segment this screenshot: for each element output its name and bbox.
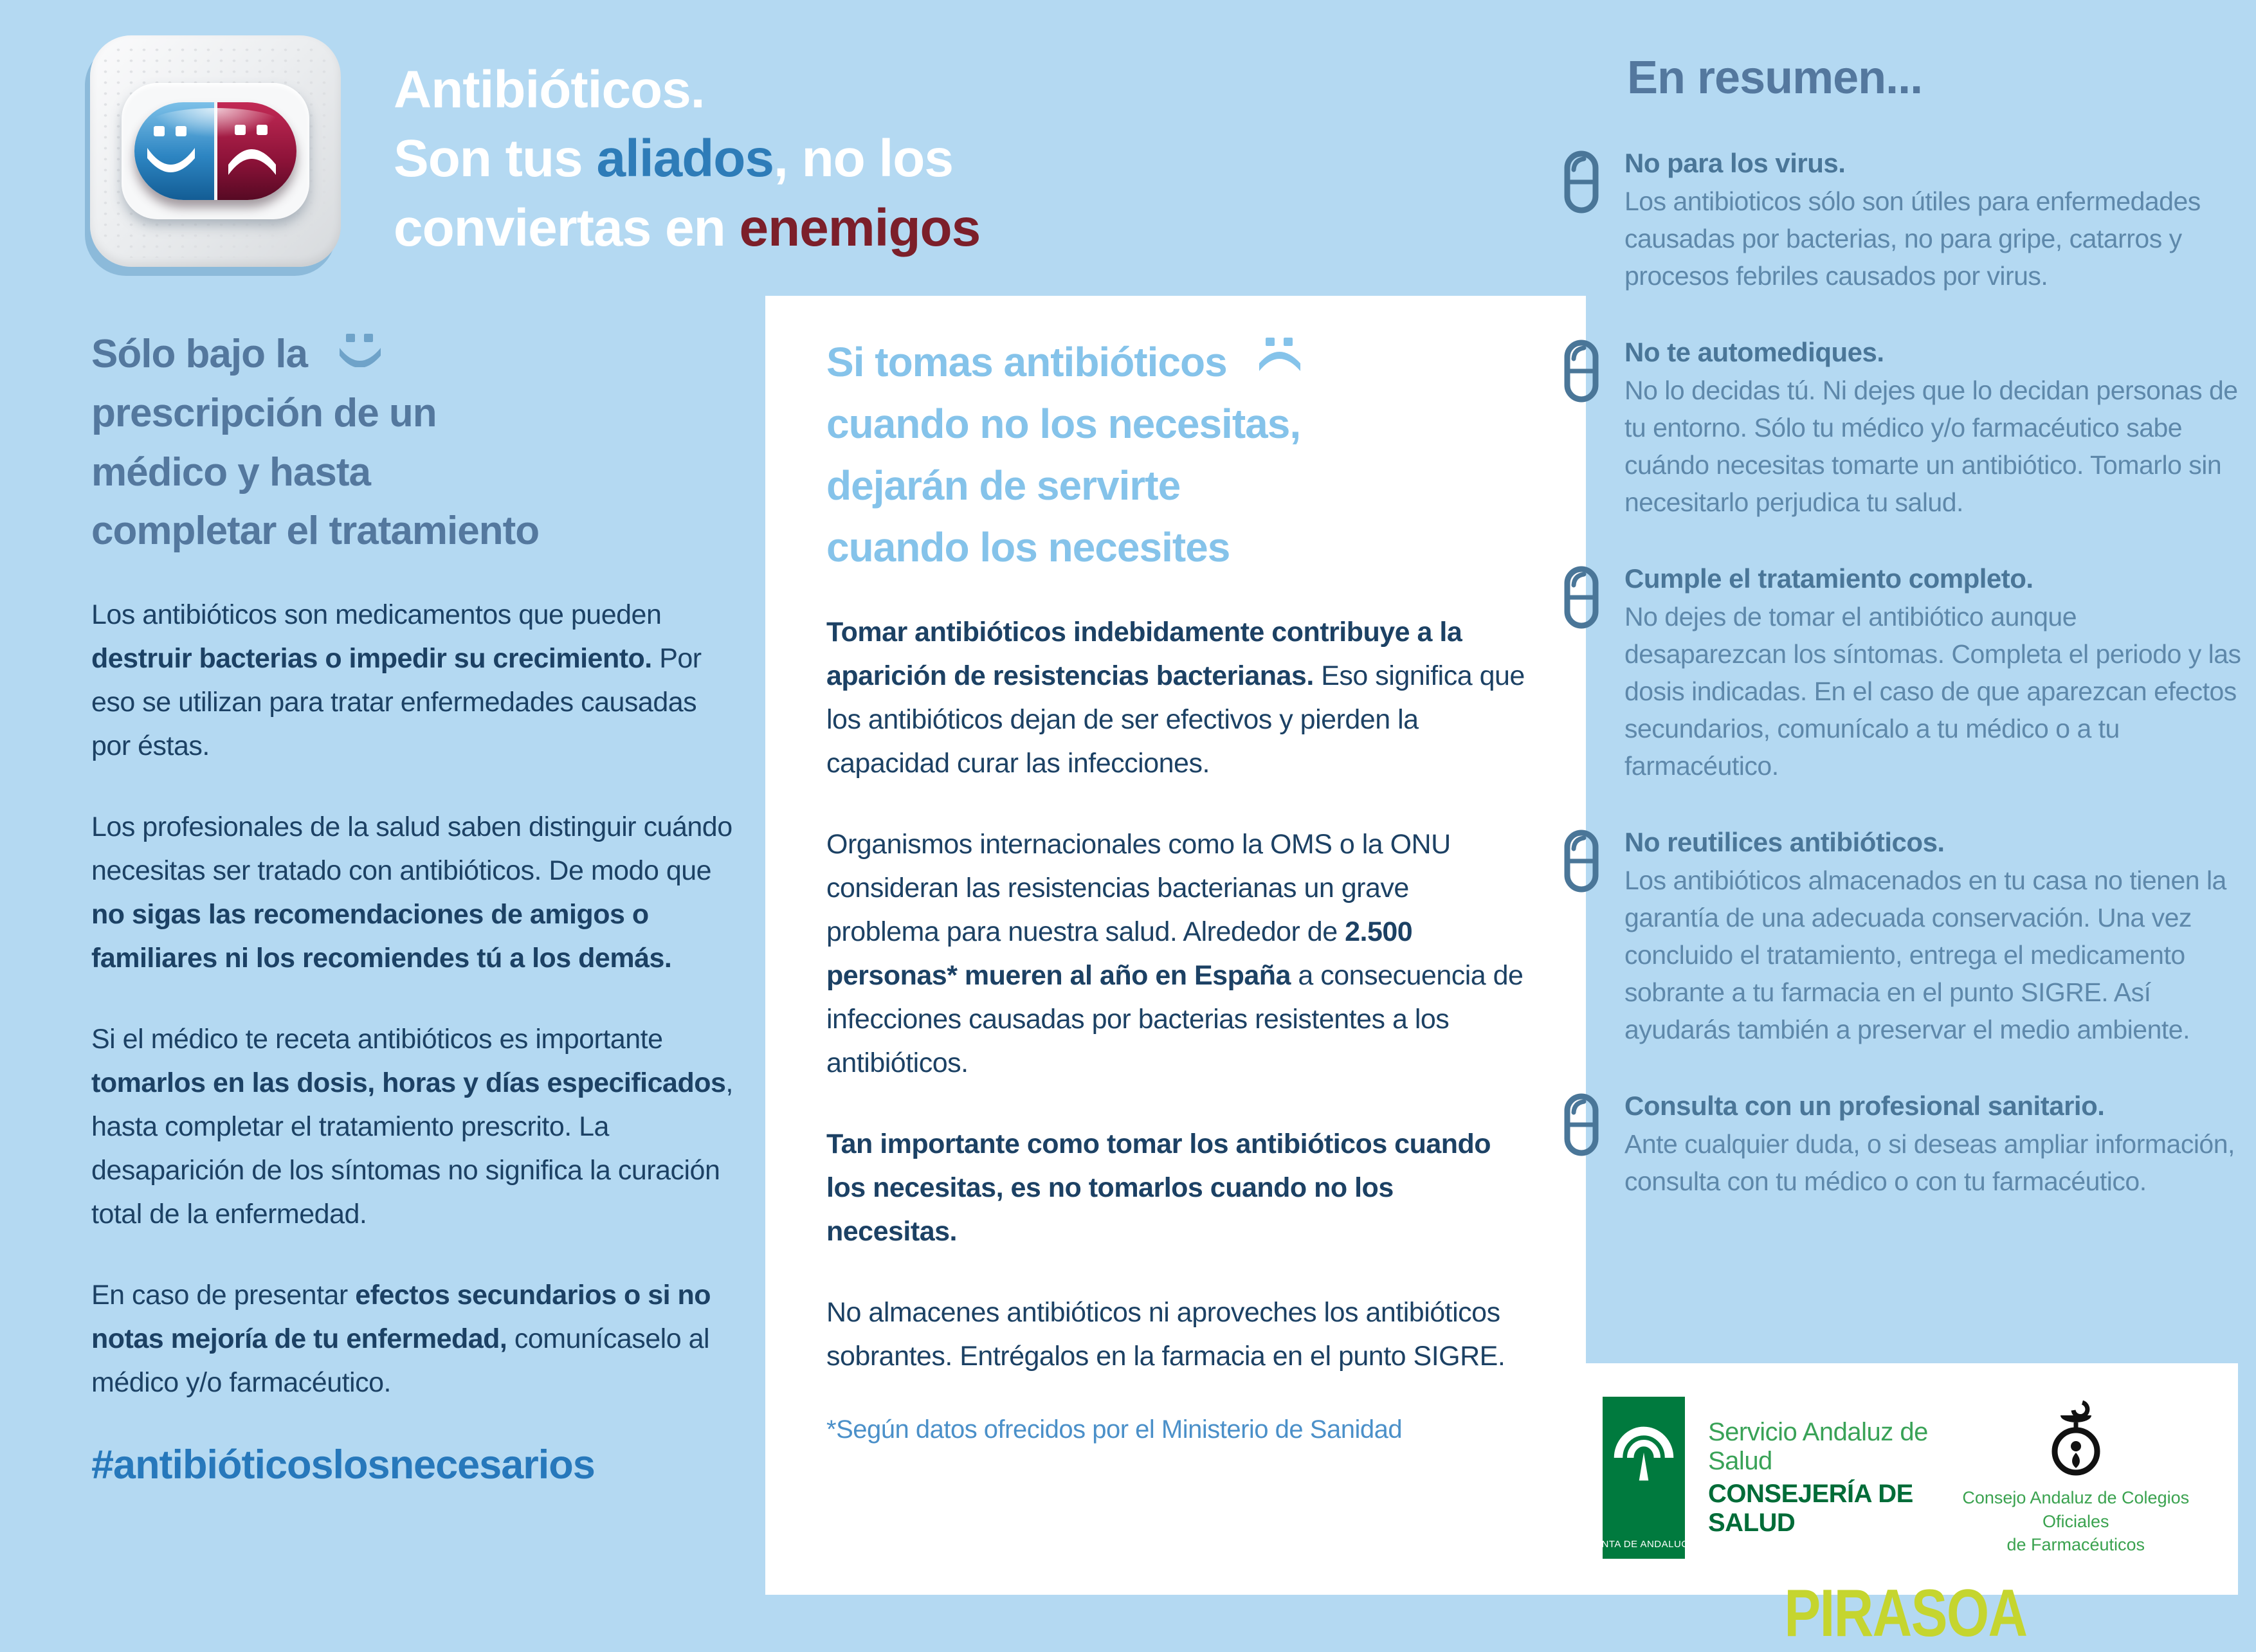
left-paragraph-3: Si el médico te receta antibióticos es importante tomarlos en las dosis, horas y días especificados, hasta completar el tratamiento prescrito. La desaparición de los síntomas no significa la curación total de la enfermedad. <box>91 1024 733 1230</box>
sas-text-block <box>1708 1418 1948 1538</box>
colegios-line-2: de Farmacéuticos <box>2006 1535 2145 1555</box>
junta-de-andalucia-logo <box>1589 1397 1698 1559</box>
summary-item-reutilizacion <box>1564 827 2243 1048</box>
capsule-outline-icon <box>1564 830 1599 893</box>
summary-item-title: No te automediques. <box>1624 337 1884 367</box>
title-text: conviertas en <box>394 198 740 257</box>
junta-de-andalucia-group <box>1589 1397 1948 1559</box>
summary-item-text <box>1624 148 2243 295</box>
middle-paragraph-1: Tomar antibióticos indebidamente contribuye a la aparición de resistencias bacterianas. Eso significa que los antibióticos dejan de ser efectivos y pierden la capacidad curar las infecciones. <box>826 617 1525 779</box>
summary-column <box>1564 51 2243 1242</box>
pirasoa-logo <box>1603 1575 2208 1652</box>
hashtag: #antibióticoslosnecesarios <box>91 1442 595 1487</box>
bowl-of-hygieia-icon <box>2045 1399 2107 1477</box>
summary-item-text <box>1624 827 2243 1048</box>
capsule-gloss <box>150 108 280 138</box>
pirasoa-text: PIRASOA <box>1784 1576 2027 1651</box>
servicio-andaluz-label: Servicio Andaluz de Salud <box>1708 1418 1928 1475</box>
summary-item-body: Los antibioticos sólo son útiles para enfermedades causadas por bacterias, no para gripe, catarros y procesos febriles causados por virus. <box>1624 186 2201 291</box>
middle-heading-line-4: cuando los necesites <box>826 524 1230 570</box>
summary-item-body: No dejes de tomar el antibiótico aunque desaparezcan los síntomas. Completa el periodo y las dosis indicadas. En el caso de que aparezcan efectos secundarios, comunícalo a tu médico o a tu farmacéutico. <box>1624 602 2241 781</box>
summary-item-virus <box>1564 148 2243 295</box>
capsule-outline-icon <box>1564 1093 1599 1156</box>
happy-sad-capsule <box>134 102 296 200</box>
middle-paragraph-2: Organismos internacionales como la OMS o la ONU consideran las resistencias bacterianas un grave problema para nuestra salud. Alrededor de 2.500 personas* mueren al año en España a consecuencia de infecciones causadas por bacterias resistentes a los antibióticos. <box>826 829 1524 1078</box>
footnote: *Según datos ofrecidos por el Ministerio de Sanidad <box>826 1415 1403 1444</box>
middle-paragraph-3: Tan importante como tomar los antibióticos cuando los necesitas, es no tomarlos cuando no los necesitas. <box>826 1129 1491 1247</box>
logo-row <box>1589 1397 2208 1559</box>
left-paragraph-2: Los profesionales de la salud saben distinguir cuándo necesitas ser tratado con antibióticos. De modo que no sigas las recomendaciones de amigos o familiares ni los recomiendes tú a los demás. <box>91 812 732 974</box>
sad-face-icon <box>1255 338 1304 374</box>
left-paragraph-4: En caso de presentar efectos secundarios o si no notas mejoría de tu enfermedad, comunícaselo al médico y/o farmacéutico. <box>91 1280 711 1398</box>
consejeria-salud-label: CONSEJERÍA DE SALUD <box>1708 1480 1913 1537</box>
title-accent-aliados: aliados <box>596 129 774 188</box>
middle-heading <box>826 331 1525 578</box>
summary-item-text <box>1624 337 2243 521</box>
junta-arch-icon <box>1610 1413 1677 1484</box>
capsule-outline-icon <box>1564 340 1599 403</box>
summary-item-automedicacion <box>1564 337 2243 521</box>
summary-item-body: Ante cualquier duda, o si deseas ampliar información, consulta con tu médico o con tu farmacéutico. <box>1624 1129 2235 1196</box>
title-accent-enemigos: enemigos <box>739 198 981 257</box>
title-text: Antibióticos. <box>394 60 705 119</box>
middle-heading-text: Si tomas antibióticos <box>826 339 1227 385</box>
summary-item-title: Cumple el tratamiento completo. <box>1624 563 2033 594</box>
capsule-outline-icon <box>1564 566 1599 629</box>
summary-item-title: Consulta con un profesional sanitario. <box>1624 1091 2105 1121</box>
middle-heading-line-1 <box>826 331 1525 393</box>
title-text: Son tus <box>394 129 597 188</box>
title-line-1 <box>394 55 1525 124</box>
title-text: , no los <box>774 129 953 188</box>
page-title <box>394 55 1525 262</box>
left-heading-line-4: completar el tratamiento <box>91 509 540 554</box>
summary-item-profesional <box>1564 1091 2243 1200</box>
summary-title: En resumen... <box>1627 52 1923 104</box>
colegios-caption <box>1948 1486 2203 1556</box>
summary-item-title: No reutilices antibióticos. <box>1624 827 1945 857</box>
summary-item-body: No lo decidas tú. Ni dejes que lo decidan personas de tu entorno. Sólo tu médico y/o farmacéutico sabe cuándo necesitas tomarte un antibiótico. Tomarlo sin necesitarlo perjudica tu salud. <box>1624 376 2238 517</box>
summary-item-text <box>1624 563 2243 785</box>
footer-logo-box <box>1564 1363 2238 1651</box>
left-heading-line-1 <box>91 325 741 384</box>
colegios-line-1: Consejo Andaluz de Colegios Oficiales <box>1962 1488 2190 1531</box>
summary-item-title: No para los virus. <box>1624 148 1846 178</box>
middle-heading-line-3: dejarán de servirte <box>826 462 1181 509</box>
left-paragraph-1: Los antibióticos son medicamentos que pueden destruir bacterias o impedir su crecimiento. Por eso se utilizan para tratar enfermedades causadas por éstas. <box>91 599 702 761</box>
left-column <box>91 325 741 1488</box>
junta-caption: JUNTA DE ANDALUCIA <box>1589 1539 1698 1550</box>
colegios-farmaceuticos-group <box>1948 1399 2208 1556</box>
summary-item-body: Los antibióticos almacenados en tu casa no tienen la garantía de una adecuada conservación. Una vez concluido el tratamiento, entrega el medicamento sobrante a tu farmacia en el punto SIGRE. Así ayudarás también a preservar el medio ambiente. <box>1624 866 2226 1044</box>
blister-pack-icon <box>90 35 341 267</box>
middle-paragraph-4: No almacenes antibióticos ni aproveches los antibióticos sobrantes. Entrégalos en la farmacia en el punto SIGRE. <box>826 1297 1506 1372</box>
left-heading-line-3: médico y hasta <box>91 449 370 495</box>
middle-panel <box>765 296 1586 1595</box>
smiley-face-icon <box>336 334 385 367</box>
summary-item-tratamiento <box>1564 563 2243 785</box>
left-heading-text: Sólo bajo la <box>91 332 307 376</box>
summary-item-text <box>1624 1091 2243 1200</box>
title-line-3 <box>394 194 1525 262</box>
left-heading-line-2: prescripción de un <box>91 390 437 435</box>
title-line-2 <box>394 124 1525 193</box>
capsule-outline-icon <box>1564 150 1599 213</box>
middle-heading-line-2: cuando no los necesitas, <box>826 401 1301 447</box>
left-heading <box>91 325 741 561</box>
